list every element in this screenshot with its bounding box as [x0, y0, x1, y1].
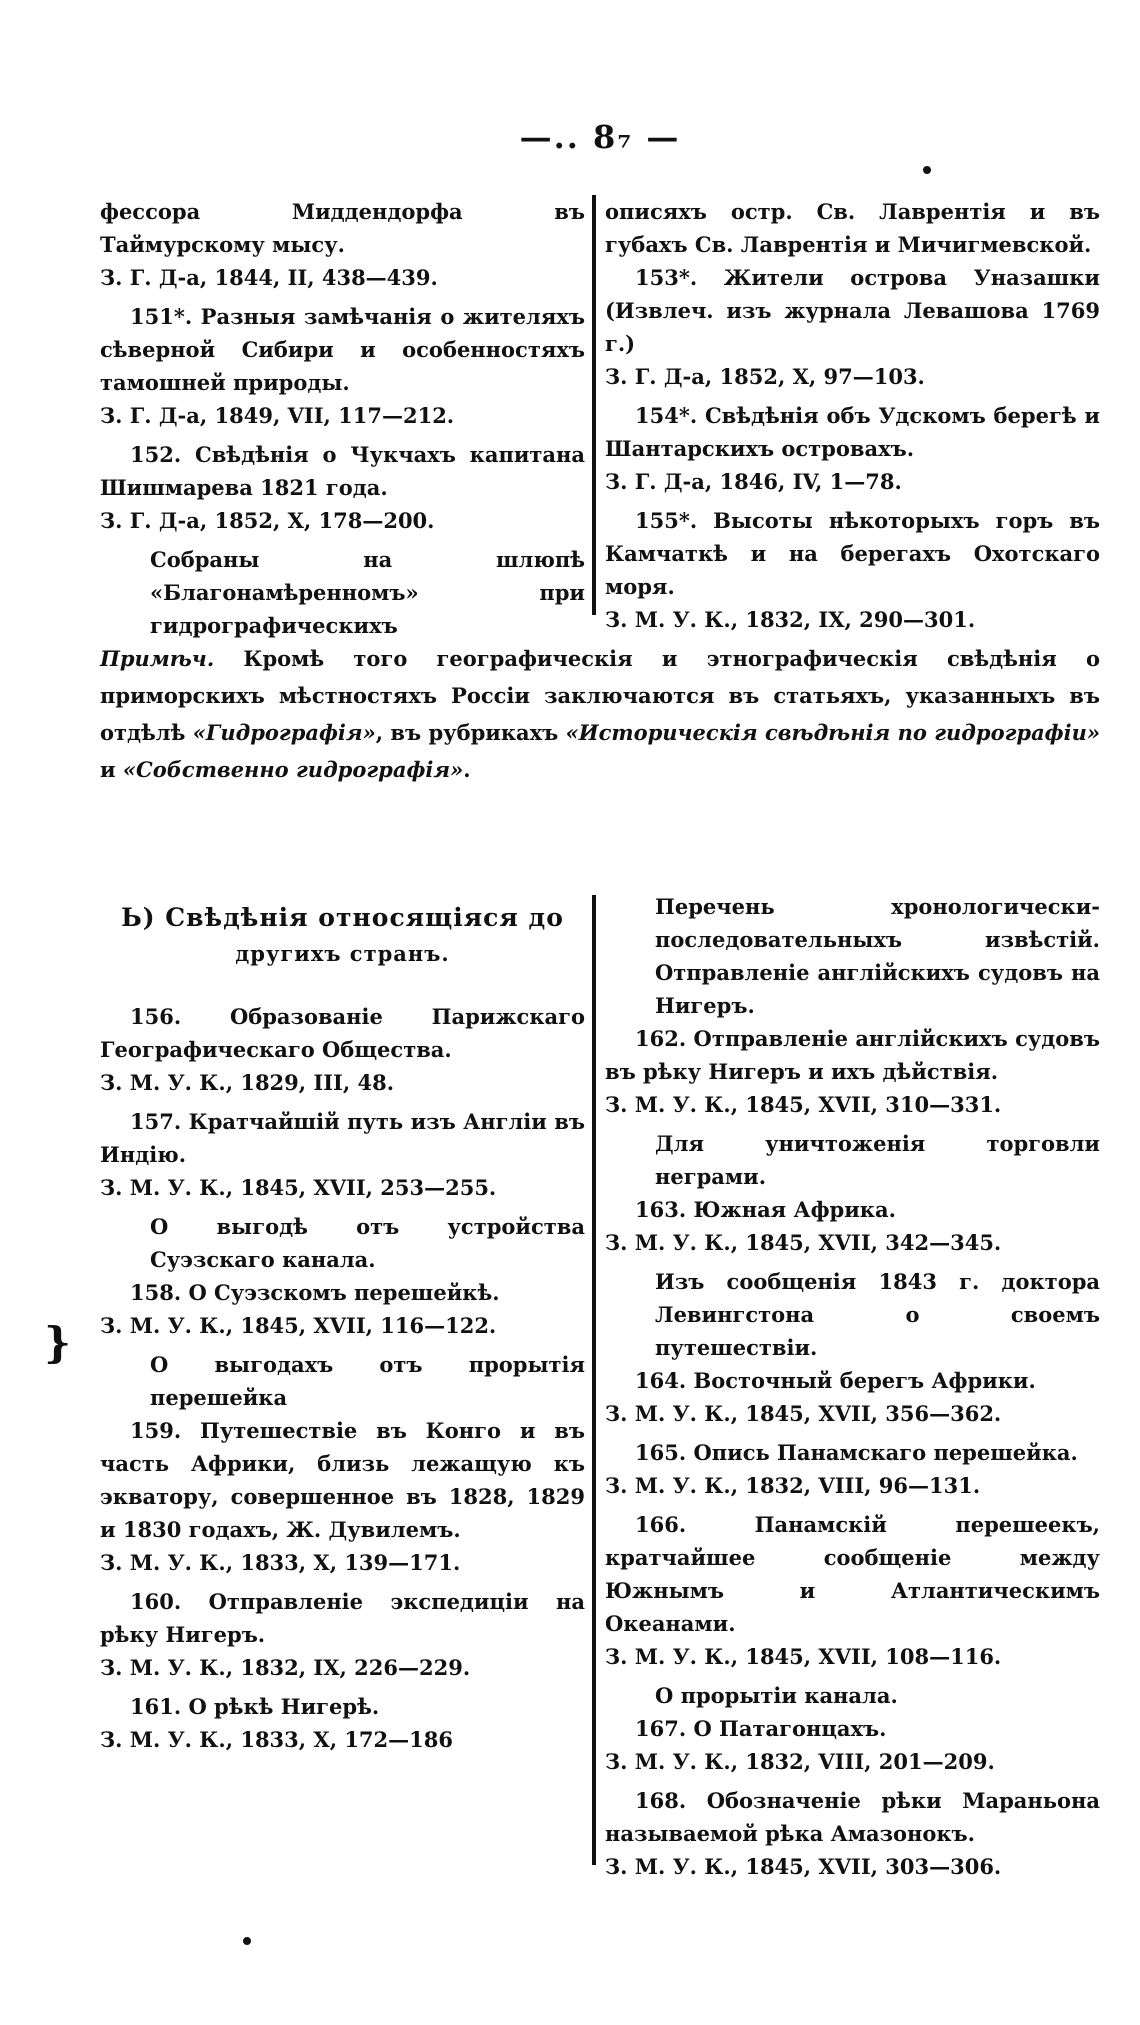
entry-line: 167. О Патагонцахъ.: [635, 1716, 887, 1741]
entry-line: З. М. У. К., 1833, X, 172—186: [100, 1727, 453, 1752]
footnote-ref-historical: «Историческія свѣдѣнія по гидрографіи»: [565, 720, 1100, 745]
footnote-ref-hydrography: «Гидрографія»: [192, 720, 376, 745]
entry-line: Перечень хронологически-последовательныхъ извѣстій. Отправленіе англійскихъ судовъ на Нигеръ.: [655, 894, 1100, 1018]
footnote-ref-proper: «Собственно гидрографія»: [122, 757, 464, 782]
entry-line: 164. Восточный берегъ Африки.: [635, 1368, 1036, 1393]
ink-speck: [243, 1937, 251, 1945]
entry-line: О прорытіи канала.: [655, 1683, 898, 1708]
column-divider: [592, 195, 596, 615]
entry-line: З. Г. Д-а, 1849, VII, 117—212.: [100, 403, 455, 428]
entry-line: З. М. У. К., 1832, IX, 290—301.: [605, 607, 976, 632]
entry-line: 166. Панамскій перешеекъ, кратчайшее сообщеніе между Южнымъ и Атлантическимъ Океанами.: [605, 1512, 1100, 1636]
entry-line: 160. Отправленіе экспедиціи на рѣку Нигеръ.: [100, 1589, 585, 1647]
entry-line: 165. Опись Панамскаго перешейка.: [635, 1440, 1078, 1465]
entry-line: 159. Путешествіе въ Конго и въ часть Африки, близь лежащую къ экватору, совершенное въ 1828, 1829 и 1830 годахъ, Ж. Дувилемъ.: [100, 1418, 585, 1542]
entry-line: З. М. У. К., 1845, XVII, 342—345.: [605, 1230, 1002, 1255]
entry-line: З. М. У. К., 1845, XVII, 303—306.: [605, 1854, 1002, 1879]
entry-line: 162. Отправленіе англійскихъ судовъ въ рѣку Нигеръ и ихъ дѣйствія.: [605, 1026, 1100, 1084]
entry-line: 157. Кратчайшій путь изъ Англіи въ Индію.: [100, 1109, 585, 1167]
bottom-left-entries: [100, 1000, 585, 1756]
top-right-column: [605, 195, 1100, 636]
entry-line: З. М. У. К., 1832, VIII, 96—131.: [605, 1473, 981, 1498]
entry-line: 168. Обозначеніе рѣки Мараньона называемой рѣка Амазонокъ.: [605, 1788, 1100, 1846]
entry-line: 155*. Высоты нѣкоторыхъ горъ въ Камчаткѣ и на берегахъ Охотскаго моря.: [605, 508, 1100, 599]
entry-line: 158. О Суэзскомъ перешейкѣ.: [130, 1280, 500, 1305]
footnote: [100, 640, 1100, 788]
footnote-text: и: [100, 757, 123, 782]
entry-line: описяхъ остр. Св. Лаврентія и въ губахъ Св. Лаврентія и Мичигмевской.: [605, 199, 1100, 257]
entry-line: З. М. У. К., 1845, XVII, 253—255.: [100, 1175, 497, 1200]
entry-line: З. М. У. К., 1833, X, 139—171.: [100, 1550, 461, 1575]
entry-line: З. М. У. К., 1845, XVII, 116—122.: [100, 1313, 497, 1338]
entry-line: З. М. У. К., 1845, XVII, 108—116.: [605, 1644, 1002, 1669]
entry-line: О выгодѣ отъ устройства Суэзскаго канала.: [150, 1214, 585, 1272]
entry-line: З. М. У. К., 1845, XVII, 356—362.: [605, 1401, 1002, 1426]
entry-line: З. М. У. К., 1829, III, 48.: [100, 1070, 395, 1095]
margin-mark: }: [44, 1318, 72, 1367]
footnote-text: Кромѣ того географическія и этнографическія свѣдѣнія о приморскихъ мѣстностяхъ Россіи заключаются въ статьяхъ, указанныхъ въ отдѣлѣ: [100, 646, 1100, 745]
ink-speck: [923, 166, 931, 174]
entry-line: 154*. Свѣдѣнія объ Удскомъ берегѣ и Шантарскихъ островахъ.: [605, 403, 1100, 461]
entry-line: Собраны на шлюпѣ «Благонамѣренномъ» при гидрографическихъ: [150, 547, 585, 638]
footnote-text: , въ рубрикахъ: [375, 720, 566, 745]
entry-line: З. Г. Д-а, 1852, X, 97—103.: [605, 364, 925, 389]
top-section: [100, 195, 1100, 638]
bottom-section: [100, 890, 1100, 1890]
bottom-right-column: [605, 890, 1100, 1883]
entry-line: 161. О рѣкѣ Нигерѣ.: [130, 1694, 380, 1719]
entry-line: 152. Свѣдѣнія о Чукчахъ капитана Шишмарева 1821 года.: [100, 442, 585, 500]
entry-line: З. Г. Д-а, 1846, IV, 1—78.: [605, 469, 902, 494]
section-heading: Ь) Свѣдѣнія относящіяся до: [121, 903, 564, 932]
entry-line: 156. Образованіе Парижскаго Географическаго Общества.: [100, 1004, 585, 1062]
entry-line: З. Г. Д-а, 1844, II, 438—439.: [100, 265, 438, 290]
entry-line: Изъ сообщенія 1843 г. доктора Левингстона о своемъ путешествіи.: [655, 1269, 1100, 1360]
entry-line: З. М. У. К., 1845, XVII, 310—331.: [605, 1092, 1002, 1117]
entry-line: З. М. У. К., 1832, VIII, 201—209.: [605, 1749, 995, 1774]
footnote-label: Примѣч.: [100, 646, 215, 671]
entry-line: З. М. У. К., 1832, IX, 226—229.: [100, 1655, 471, 1680]
page-number: —.. 8₇ —: [519, 118, 681, 156]
section-subheading: другихъ странъ.: [235, 941, 450, 966]
footnote-text: .: [463, 757, 471, 782]
entry-line: О выгодахъ отъ прорытія перешейка: [150, 1352, 585, 1410]
entry-line: З. Г. Д-а, 1852, X, 178—200.: [100, 508, 435, 533]
bottom-left-column: [100, 890, 585, 1756]
entry-line: 163. Южная Африка.: [635, 1197, 896, 1222]
entry-line: 153*. Жители острова Уназашки (Извлеч. изъ журнала Левашова 1769 г.): [605, 265, 1100, 356]
entry-line: 151*. Разныя замѣчанія о жителяхъ сѣверной Сибири и особенностяхъ тамошней природы.: [100, 304, 585, 395]
entry-line: Для уничтоженія торговли неграми.: [655, 1131, 1100, 1189]
column-divider: [592, 895, 596, 1865]
top-left-column: [100, 195, 585, 642]
entry-line: фессора Миддендорфа въ Таймурскому мысу.: [100, 199, 585, 257]
